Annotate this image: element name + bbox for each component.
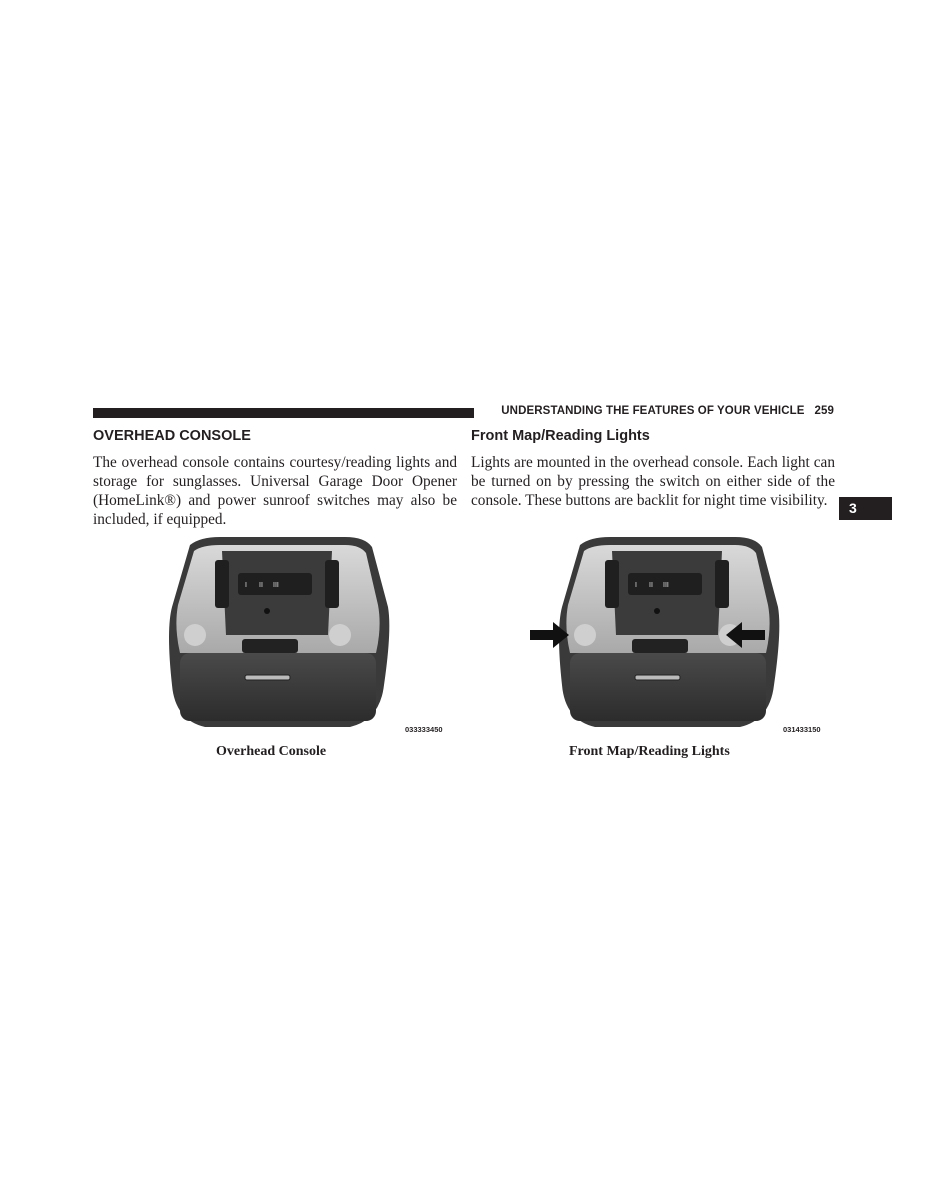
svg-text:I: I <box>635 582 637 589</box>
figure-code: 033333450 <box>405 725 443 734</box>
body-paragraph: The overhead console contains courtesy/reading lights and storage for sunglasses. Universal Garage Door Opener (HomeLink®) and power sunroof switches may also be included, if equipped. <box>93 454 457 528</box>
figure-code: 031433150 <box>783 725 821 734</box>
right-column <box>471 426 835 510</box>
reading-lights-illustration <box>525 535 833 740</box>
section-heading: OVERHEAD CONSOLE <box>93 428 251 444</box>
overhead-console-illustration <box>160 535 455 740</box>
section-title: UNDERSTANDING THE FEATURES OF YOUR VEHICLE <box>501 405 805 417</box>
chapter-tab: 3 <box>839 497 892 520</box>
body-paragraph: Lights are mounted in the overhead console. Each light can be turned on by pressing the switch on either side of the console. These buttons are backlit for night time visibility. <box>471 454 835 509</box>
svg-text:III: III <box>273 582 279 589</box>
svg-text:I: I <box>245 582 247 589</box>
running-header <box>484 405 834 417</box>
subsection-heading: Front Map/Reading Lights <box>471 428 650 444</box>
svg-text:II: II <box>259 582 263 589</box>
header-rule <box>93 408 474 418</box>
left-column <box>93 426 457 529</box>
svg-text:III: III <box>663 582 669 589</box>
figure-caption: Front Map/Reading Lights <box>569 744 730 759</box>
page-number: 259 <box>814 405 834 417</box>
svg-text:II: II <box>649 582 653 589</box>
figure-caption: Overhead Console <box>216 744 327 759</box>
